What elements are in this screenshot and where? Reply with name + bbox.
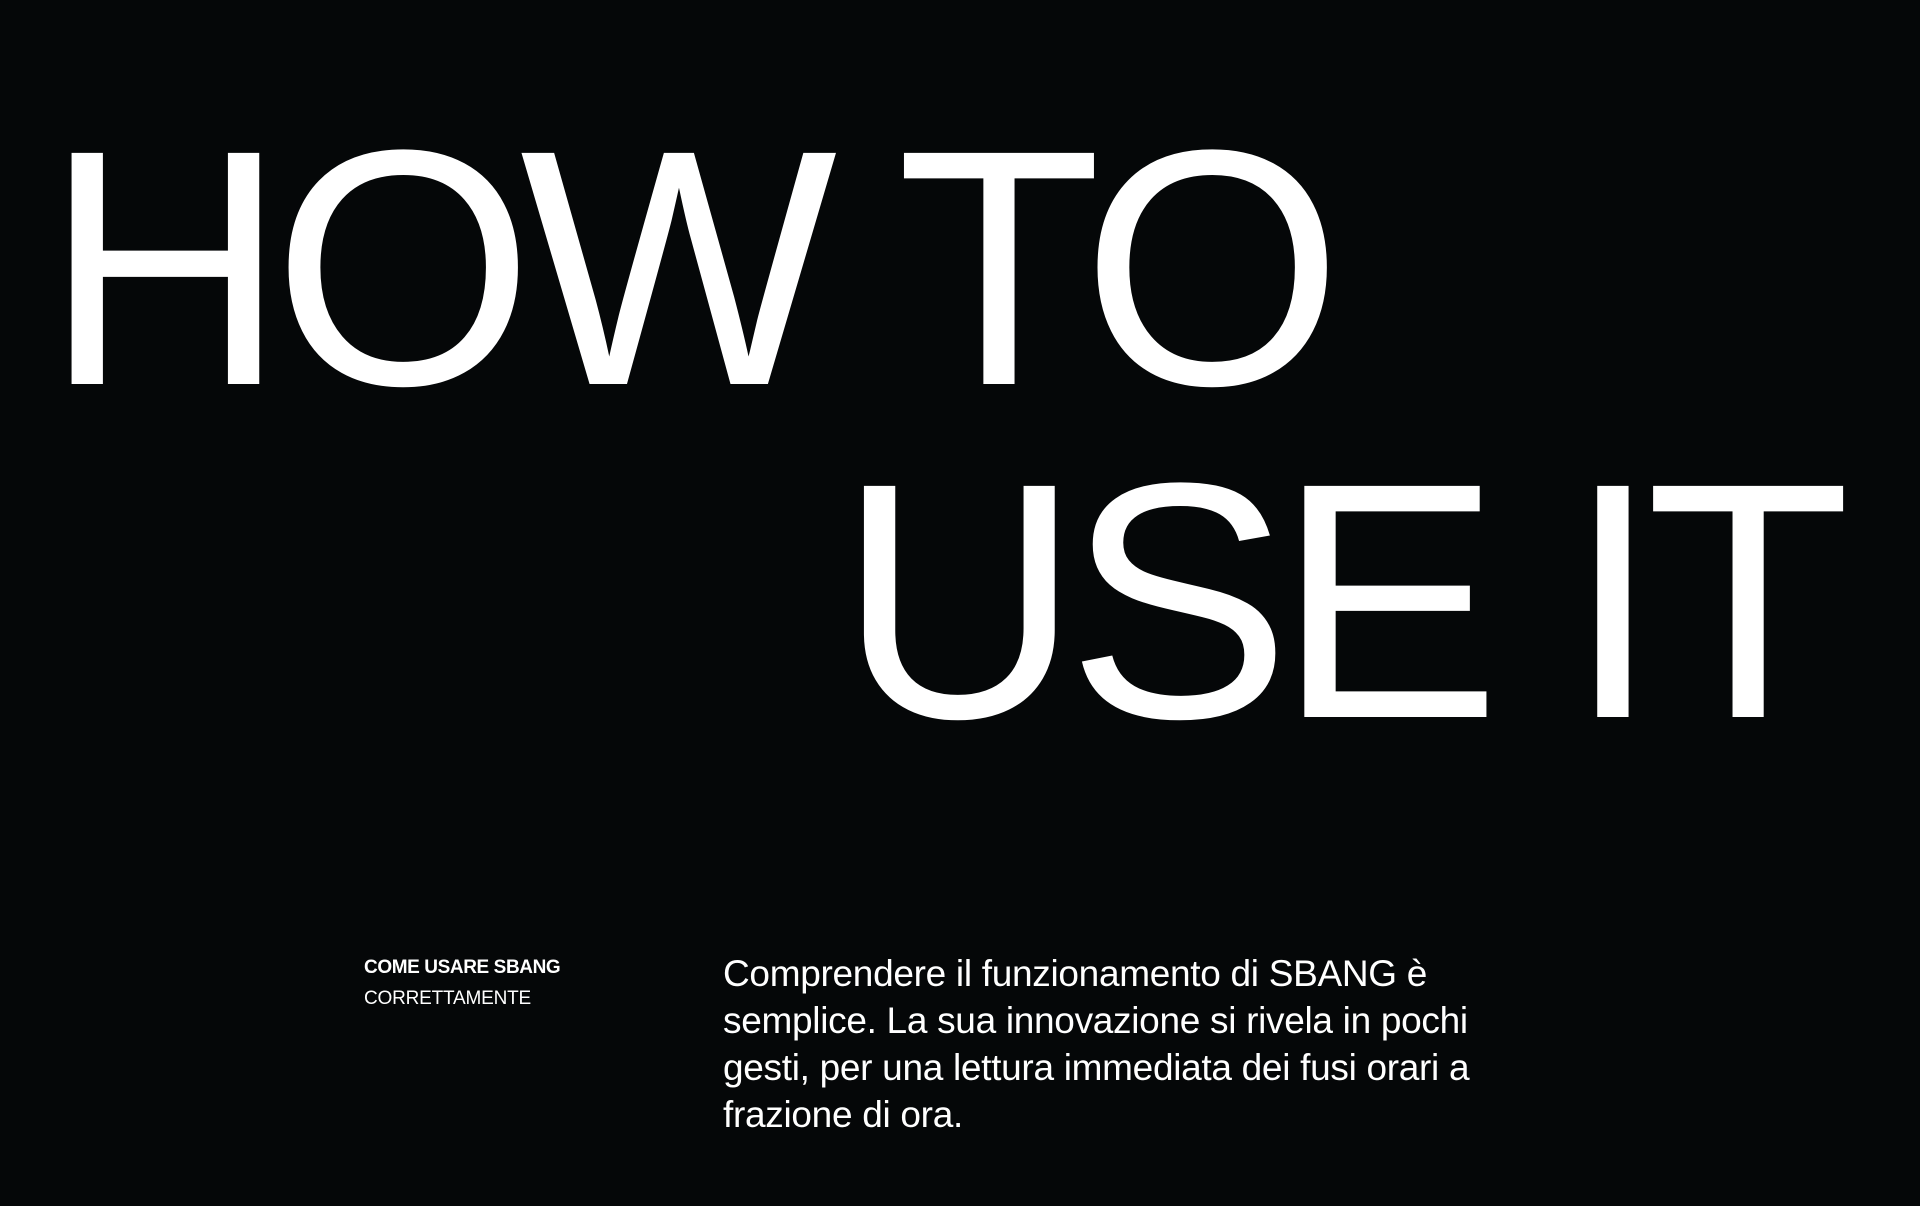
kicker-subtitle: CORRETTAMENTE: [364, 988, 531, 1009]
body-line: semplice. La sua innovazione si rivela in pochi: [723, 1000, 1468, 1041]
body-paragraph: [723, 950, 1623, 1138]
body-line: gesti, per una lettura immediata dei fusi orari a: [723, 1047, 1470, 1088]
body-line: frazione di ora.: [723, 1094, 963, 1135]
hero-line-how-to: HOW TO: [44, 81, 1329, 456]
body-line: Comprendere il funzionamento di SBANG è: [723, 953, 1428, 994]
section-kicker: [364, 952, 560, 1014]
hero-line-use-it: USE IT: [838, 414, 1837, 789]
kicker-title: COME USARE SBANG: [364, 957, 561, 978]
